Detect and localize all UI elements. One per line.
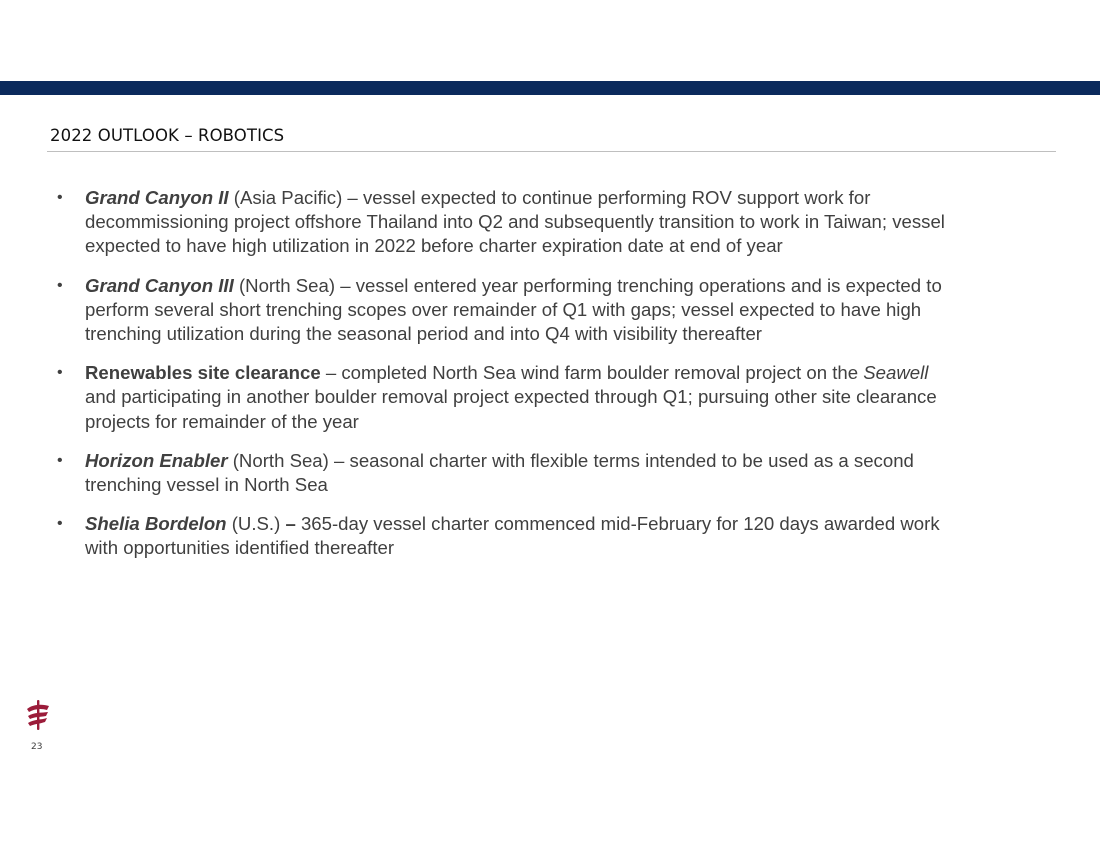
title-divider [47,151,1056,152]
bullet-heading: Renewables site clearance [85,362,321,384]
vessel-name: Shelia Bordelon [85,513,227,535]
bullet-marker: • [57,276,63,294]
bullet-marker: • [57,515,63,533]
bullet-text: 365-day vessel charter commenced mid-February for 120 days awarded work with opportunities identified thereafter [85,513,940,559]
bullet-marker: • [57,451,63,469]
bullet-shelia-bordelon [57,512,957,560]
vessel-region: (North Sea) [227,449,329,471]
vessel-region: (U.S.) [226,513,286,535]
vessel-name: Grand Canyon II [85,187,229,208]
header-band [0,81,1100,95]
bullet-text: – vessel expected to continue performing ROV support work for decommissioning project offshore Thailand into Q2 and subsequently transition to work in Taiwan; vessel expected to have high utilization in 2022 before charter expiration date at end of year [85,187,945,257]
bullet-renewables-site-clearance [57,361,957,434]
bullet-dash: – [285,513,296,535]
vessel-region: (North Sea) [233,274,336,296]
vessel-name: Horizon Enabler [85,449,228,471]
bullet-text: – seasonal charter with flexible terms intended to be used as a second trenching vessel in North Sea [85,449,914,496]
bullet-text: – completed North Sea wind farm boulder removal project on the [320,362,864,384]
bullet-text: and participating in another boulder removal project expected through Q1; pursuing other site clearance projects for remainder of the year [85,386,937,432]
bullet-grand-canyon-ii [57,186,957,259]
vessel-name: Grand Canyon III [85,274,234,296]
vessel-name: Seawell [863,362,929,384]
helix-logo-icon [25,700,51,730]
outlook-bullet-list [57,186,957,576]
page-number: 23 [31,742,43,752]
slide-title: 2022 OUTLOOK – ROBOTICS [50,126,285,145]
bullet-horizon-enabler [57,449,957,497]
bullet-text: – vessel entered year performing trenching operations and is expected to perform several short trenching scopes over remainder of Q1 with gaps; vessel expected to have high trenching utilization during the seasonal period and into Q4 with visibility thereafter [85,274,942,345]
bullet-grand-canyon-iii [57,274,957,347]
vessel-region: (Asia Pacific) [228,187,343,208]
bullet-marker: • [57,189,63,206]
bullet-marker: • [57,364,63,382]
